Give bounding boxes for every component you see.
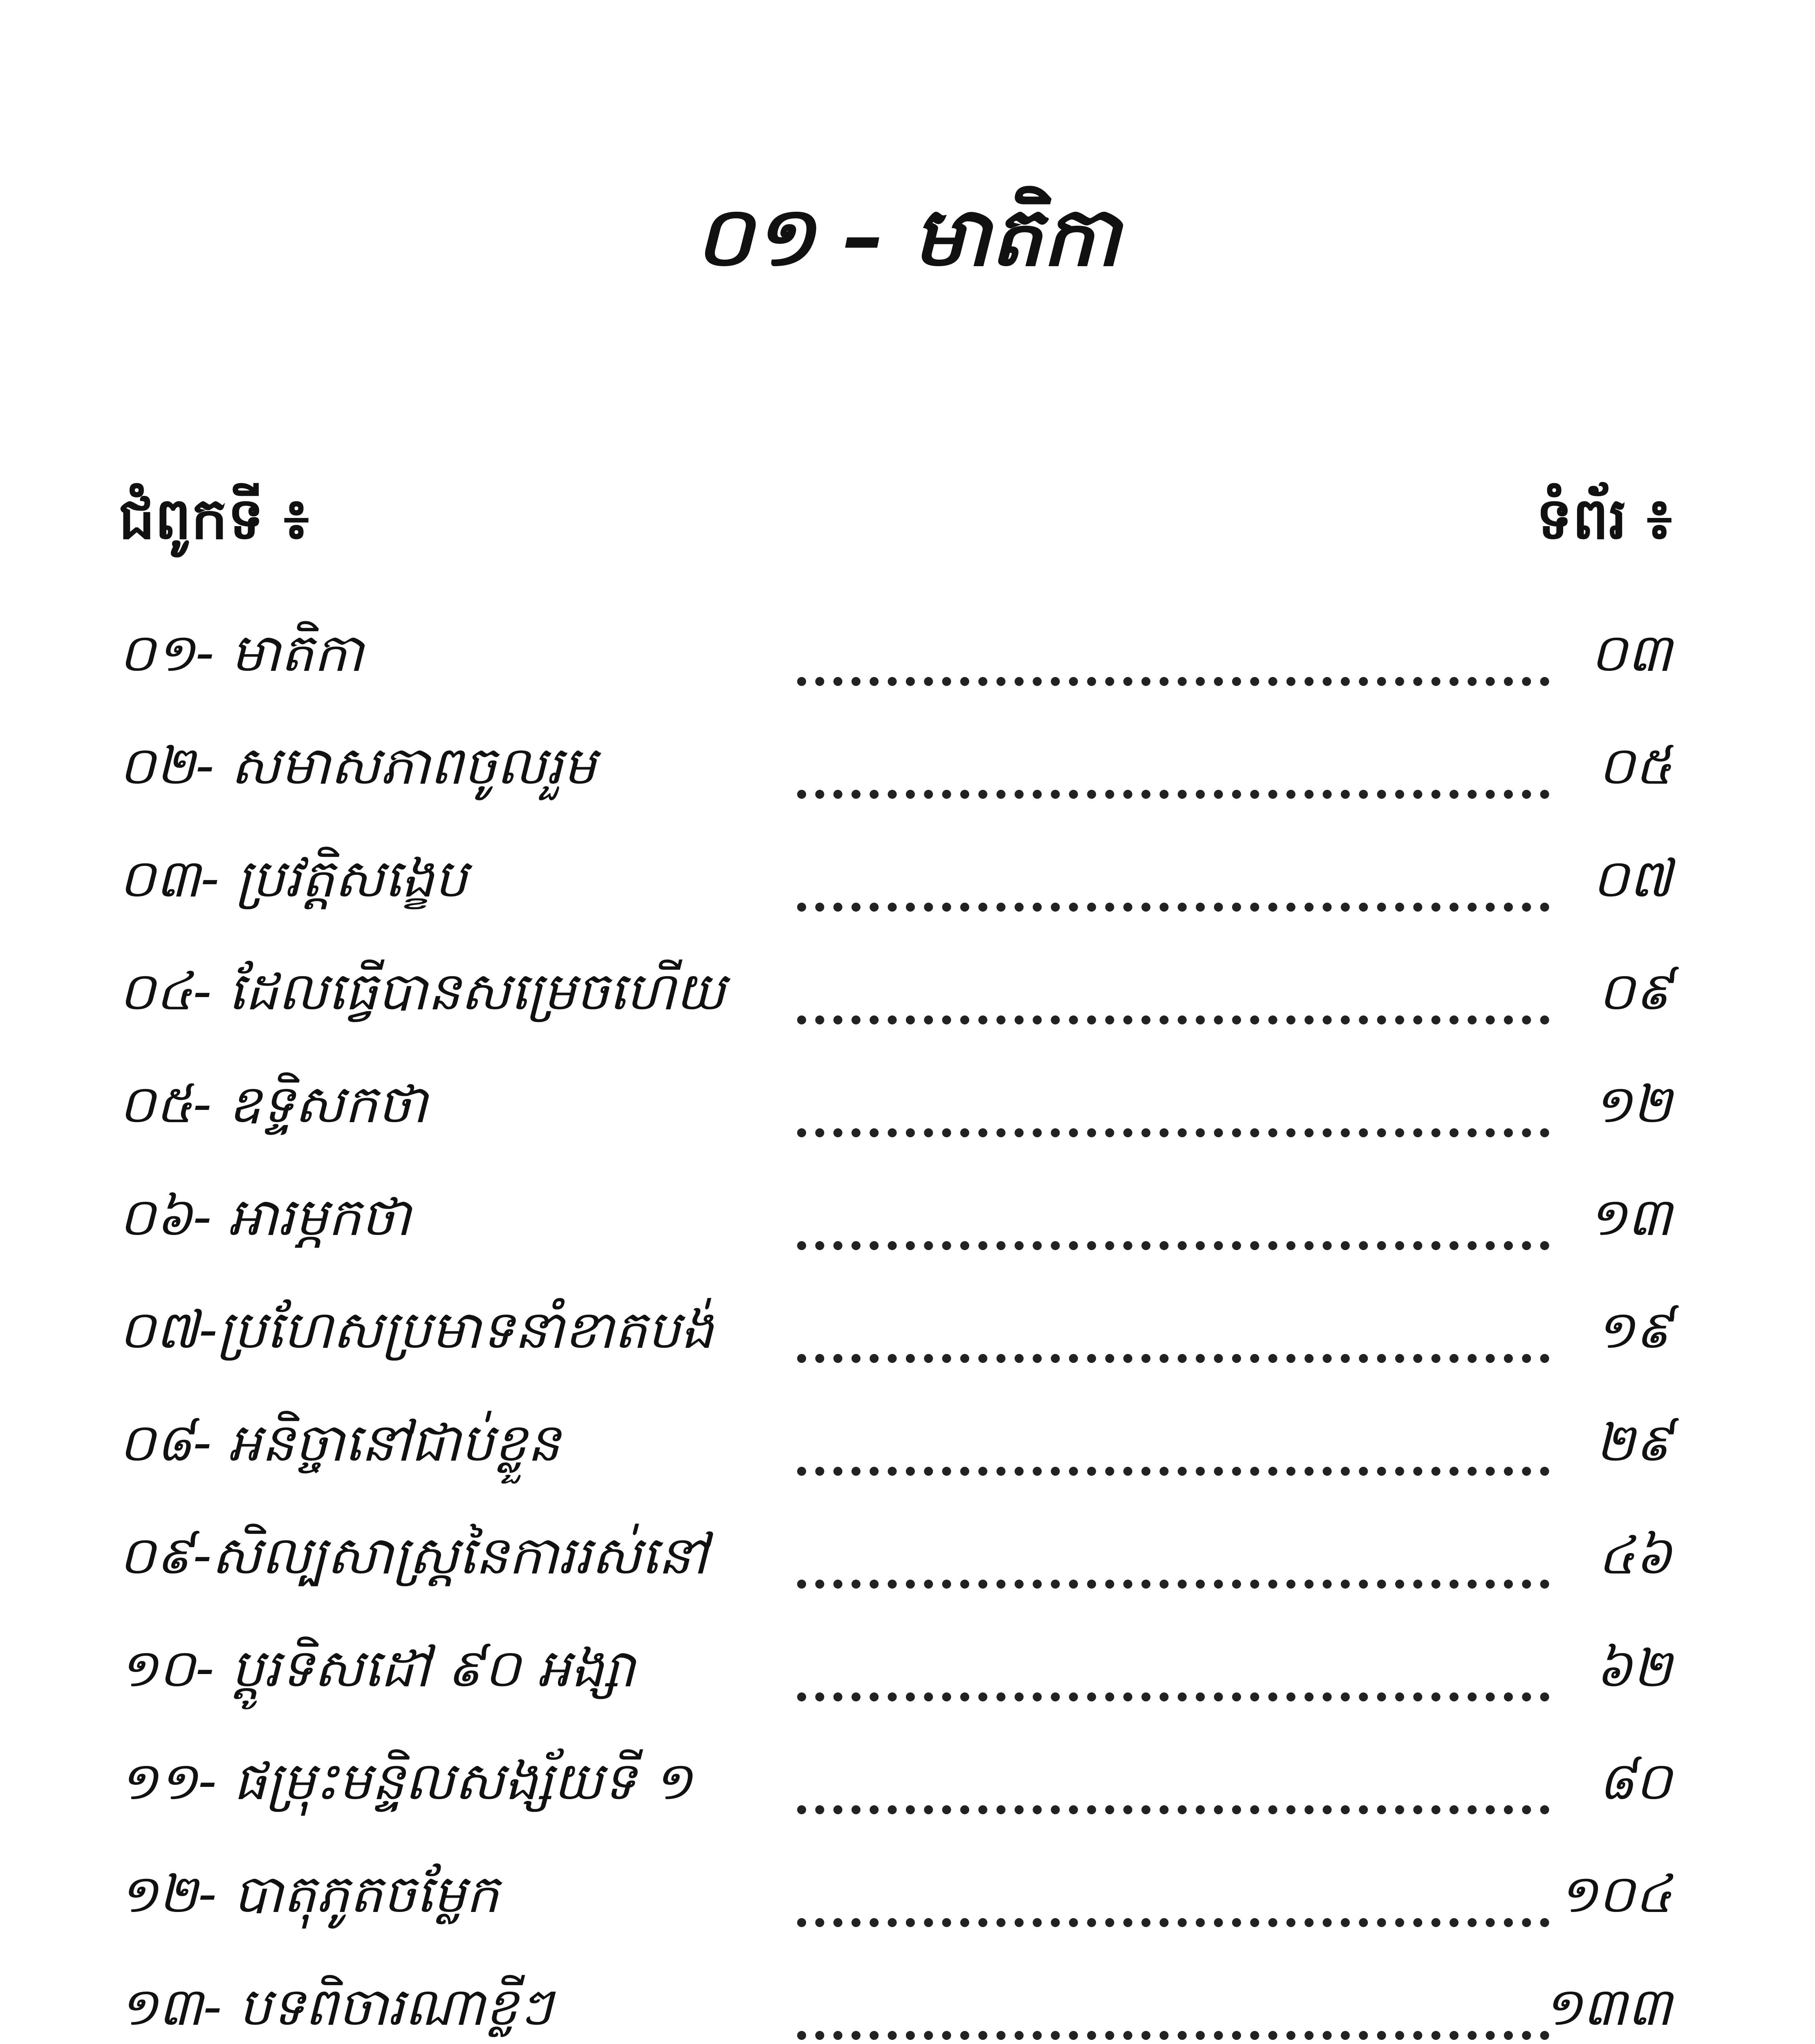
dot-leader <box>797 1241 1549 1250</box>
toc-entry-title: ១៣- បទពិចារណាខ្លីៗ <box>119 1977 553 2037</box>
toc-entry-page: ០៥ <box>1598 735 1672 796</box>
dot-leader <box>797 1128 1549 1137</box>
table-of-contents <box>119 597 1672 2044</box>
dot-leader <box>797 1918 1549 1927</box>
dot-leader <box>797 677 1549 686</box>
dot-leader <box>797 1015 1549 1024</box>
page-column-header: ទំព័រ ៖ <box>1536 486 1672 552</box>
toc-entry <box>119 1048 1672 1161</box>
toc-entry <box>119 935 1672 1048</box>
toc-entry-page: ១០៤ <box>1558 1864 1672 1925</box>
toc-entry <box>119 1387 1672 1499</box>
toc-entry-page: ១៩ <box>1595 1300 1672 1360</box>
toc-entry-page: ២៩ <box>1595 1412 1672 1473</box>
toc-entry-page: ៤៦ <box>1598 1525 1672 1586</box>
toc-entry-title: ០៧-ប្រហែសប្រមាទនាំខាតបង់ <box>119 1300 714 1360</box>
dot-leader <box>797 1692 1549 1701</box>
page-title: ០១ – មាតិកា <box>695 189 1120 285</box>
toc-entry-page: ៨០ <box>1598 1751 1672 1812</box>
toc-entry-page: ០៧ <box>1592 848 1672 909</box>
toc-entry <box>119 1725 1672 1838</box>
toc-entry-title: ០៦- អារម្ភកថា <box>119 1187 411 1248</box>
toc-entry-title: ០៣- ប្រវត្តិសង្ខេប <box>119 848 468 909</box>
toc-entry-title: ០២- សមាសភាពចូលរួម <box>119 735 596 796</box>
toc-entry-page: ១២ <box>1593 1074 1672 1135</box>
toc-entry-page: ០៣ <box>1590 623 1672 684</box>
toc-entry-title: ០៨- អនិច្ចានៅជាប់ខ្លួន <box>119 1412 560 1473</box>
toc-entry-page: ១៣៣ <box>1543 1977 1672 2037</box>
dot-leader <box>797 1354 1549 1363</box>
toc-entry <box>119 710 1672 823</box>
chapter-column-header: ជំពូកទី ៖ <box>119 486 309 552</box>
toc-entry-title: ១២- បាតុភូតចម្លែក <box>119 1864 499 1925</box>
dot-leader <box>797 1805 1549 1814</box>
toc-entry <box>119 1499 1672 1612</box>
toc-entry-title: ១០- ប្តូរទិសដៅ ៩០ អង្សា <box>119 1638 635 1699</box>
toc-entry <box>119 597 1672 710</box>
toc-entry <box>119 1951 1672 2044</box>
dot-leader <box>797 2031 1549 2040</box>
toc-entry <box>119 1838 1672 1951</box>
toc-entry <box>119 823 1672 935</box>
toc-entry-page: ៦២ <box>1595 1638 1672 1699</box>
toc-entry <box>119 1161 1672 1274</box>
toc-entry-page: ១៣ <box>1587 1187 1672 1248</box>
toc-entry-title: ០៥- ឧទ្ទិសកថា <box>119 1074 428 1135</box>
toc-entry-page: ០៩ <box>1598 961 1672 1022</box>
toc-entry-title: ០៩-សិល្បសាស្ត្រនៃការរស់នៅ <box>119 1525 708 1586</box>
toc-entry-title: ០១- មាតិកា <box>119 623 364 684</box>
toc-entry <box>119 1612 1672 1725</box>
toc-header <box>119 466 1672 572</box>
toc-entry-title: ០៤- ដែលធ្វើបានសម្រេចហើយ <box>119 961 726 1022</box>
dot-leader <box>797 1580 1549 1589</box>
toc-entry <box>119 1274 1672 1387</box>
toc-entry-title: ១១- ផម្រុះមន្ទិលសង្ស័យទី ១ <box>119 1751 692 1812</box>
dot-leader <box>797 1467 1549 1476</box>
dot-leader <box>797 903 1549 912</box>
dot-leader <box>797 790 1549 799</box>
